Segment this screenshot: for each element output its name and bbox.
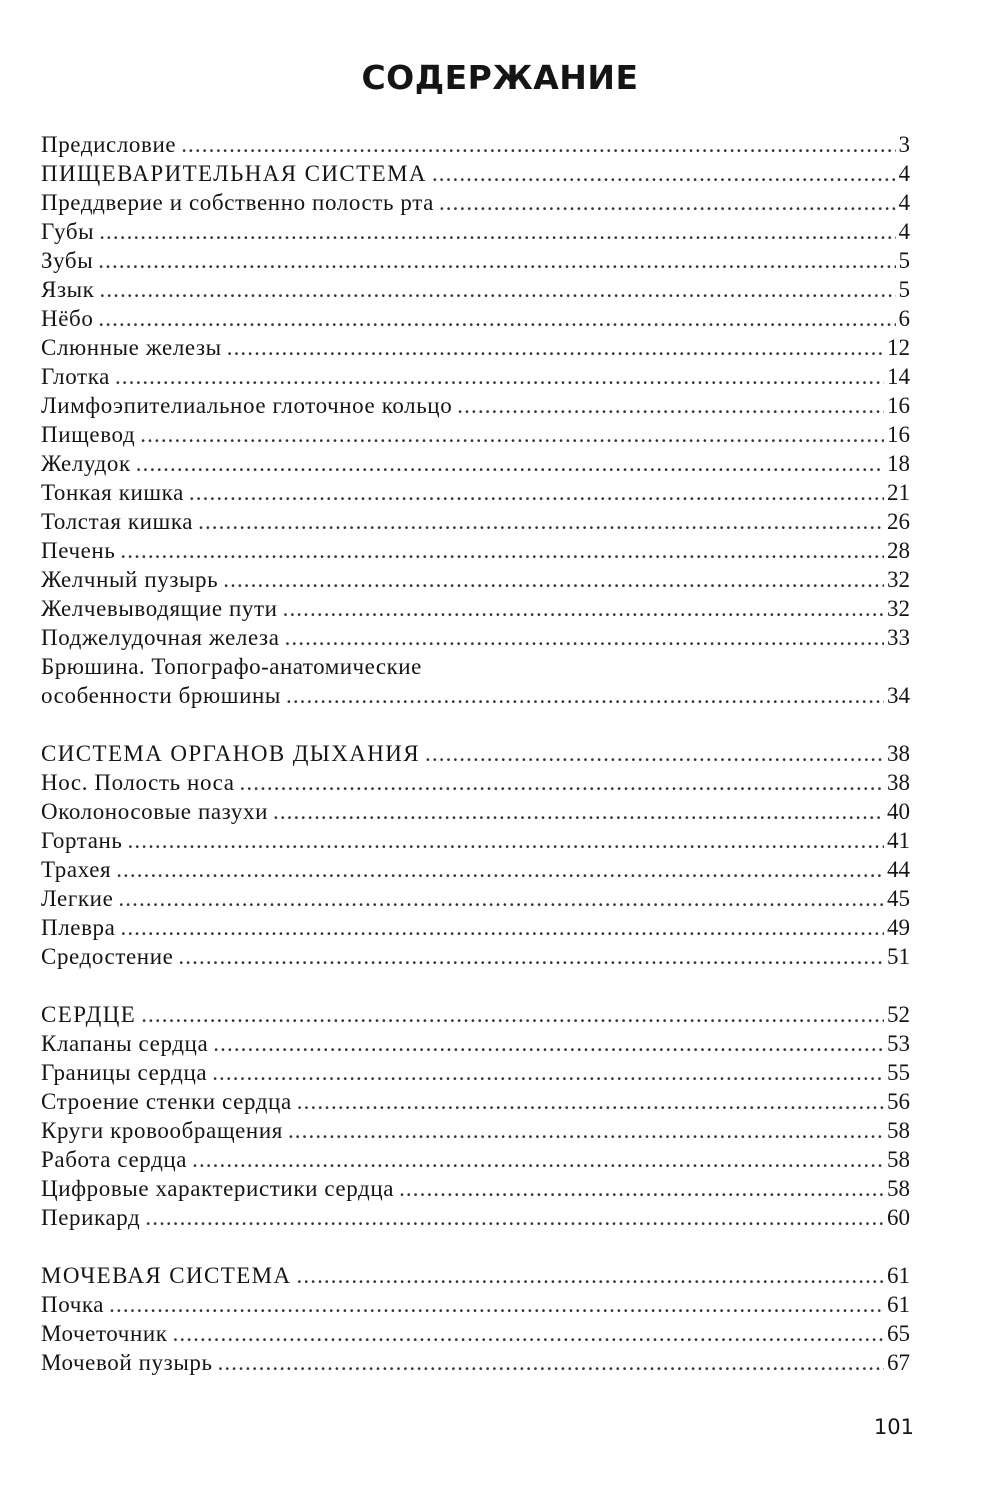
toc-dot-leader (432, 159, 896, 188)
toc-entry[interactable] (41, 1290, 910, 1319)
toc-entry-title: Желчный пузырь (41, 567, 219, 592)
toc-entry[interactable] (41, 942, 910, 971)
toc-entry-page: 16 (887, 393, 910, 418)
toc-entry[interactable] (41, 1145, 910, 1174)
toc-entry-page: 49 (887, 915, 910, 940)
toc-dot-leader (240, 768, 884, 797)
toc-entry[interactable] (41, 217, 910, 246)
toc-entry[interactable] (41, 1058, 910, 1087)
page-title: СОДЕРЖАНИЕ (361, 58, 639, 97)
toc-entry-title: Глотка (41, 364, 110, 389)
toc-section-heading[interactable] (41, 159, 910, 188)
toc-entry-page: 5 (898, 248, 910, 273)
toc-entry-title: СЕРДЦЕ (41, 1002, 137, 1027)
toc-dot-leader (178, 942, 884, 971)
table-of-contents (41, 130, 910, 1377)
toc-entry-page: 21 (887, 480, 910, 505)
toc-entry-title: Пищевод (41, 422, 136, 447)
toc-entry[interactable] (41, 594, 910, 623)
toc-entry[interactable] (41, 362, 910, 391)
toc-entry-page: 32 (887, 596, 910, 621)
toc-dot-leader (120, 913, 884, 942)
toc-entry-page: 41 (887, 828, 910, 853)
toc-entry-page: 58 (887, 1147, 910, 1172)
toc-entry-title: Работа сердца (41, 1147, 188, 1172)
toc-entry-page: 38 (887, 741, 910, 766)
toc-dot-leader (99, 217, 895, 246)
toc-dot-leader (128, 826, 884, 855)
toc-dot-leader (223, 565, 884, 594)
toc-entry[interactable] (41, 246, 910, 275)
toc-entry[interactable] (41, 333, 910, 362)
toc-entry-page: 18 (887, 451, 910, 476)
toc-entry-page: 61 (887, 1263, 910, 1288)
toc-dot-leader (189, 478, 884, 507)
toc-entry-title: Тонкая кишка (41, 480, 184, 505)
toc-entry-title: Слюнные железы (41, 335, 222, 360)
toc-entry[interactable] (41, 420, 910, 449)
toc-entry[interactable] (41, 1087, 910, 1116)
toc-entry-title: Границы сердца (41, 1060, 208, 1085)
toc-entry[interactable] (41, 1029, 910, 1058)
toc-section-heading[interactable] (41, 1261, 910, 1290)
toc-entry-page: 45 (887, 886, 910, 911)
toc-entry-page: 40 (887, 799, 910, 824)
toc-entry[interactable] (41, 536, 910, 565)
toc-section-heading[interactable] (41, 1000, 910, 1029)
toc-entry-title: ПИЩЕВАРИТЕЛЬНАЯ СИСТЕМА (41, 161, 427, 186)
toc-entry-title: Толстая кишка (41, 509, 194, 534)
toc-entry-page: 6 (898, 306, 910, 331)
toc-dot-leader (181, 130, 895, 159)
toc-entry-page: 33 (887, 625, 910, 650)
toc-dot-leader (141, 1000, 884, 1029)
toc-entry-page: 55 (887, 1060, 910, 1085)
toc-entry-title: Плевра (41, 915, 116, 940)
toc-entry-title: Трахея (41, 857, 112, 882)
toc-entry[interactable] (41, 1348, 910, 1377)
toc-entry-page: 4 (898, 190, 910, 215)
toc-entry-page: 16 (887, 422, 910, 447)
toc-entry-page: 53 (887, 1031, 910, 1056)
toc-entry-title: Желудок (41, 451, 131, 476)
toc-entry-title: Поджелудочная железа (41, 625, 280, 650)
toc-entry-page: 60 (887, 1205, 910, 1230)
toc-dot-leader (297, 1087, 884, 1116)
toc-dot-leader (425, 739, 884, 768)
toc-entry-wrapped-line[interactable] (41, 652, 910, 681)
toc-dot-leader (273, 797, 884, 826)
toc-dot-leader (140, 420, 884, 449)
toc-dot-leader (118, 884, 884, 913)
toc-entry[interactable] (41, 884, 910, 913)
toc-section-heading[interactable] (41, 739, 910, 768)
toc-entry-title: Легкие (41, 886, 114, 911)
toc-dot-leader (99, 275, 895, 304)
toc-entry-title: Губы (41, 219, 95, 244)
toc-entry-page: 58 (887, 1176, 910, 1201)
toc-dot-leader (98, 246, 895, 275)
toc-entry-title: Печень (41, 538, 116, 563)
toc-entry-title: Мочеточник (41, 1321, 168, 1346)
toc-dot-leader (457, 391, 884, 420)
toc-dot-leader (297, 1261, 884, 1290)
toc-entry[interactable] (41, 826, 910, 855)
toc-entry-title: Круги кровообращения (41, 1118, 283, 1143)
toc-entry-title: особенности брюшины (41, 683, 281, 708)
toc-entry[interactable] (41, 507, 910, 536)
toc-dot-leader (145, 1203, 884, 1232)
toc-dot-leader (116, 855, 884, 884)
toc-entry-title: Строение стенки сердца (41, 1089, 292, 1114)
toc-entry-page: 28 (887, 538, 910, 563)
toc-dot-leader (115, 362, 884, 391)
toc-dot-leader (399, 1174, 884, 1203)
toc-dot-leader (136, 449, 884, 478)
toc-entry-title: Нёбо (41, 306, 94, 331)
toc-entry-title: Зубы (41, 248, 94, 273)
toc-entry-title: СИСТЕМА ОРГАНОВ ДЫХАНИЯ (41, 741, 421, 766)
toc-entry-page: 61 (887, 1292, 910, 1317)
toc-entry-title: Почка (41, 1292, 105, 1317)
toc-entry[interactable] (41, 855, 910, 884)
toc-entry-title: Лимфоэпителиальное глоточное кольцо (41, 393, 453, 418)
toc-entry[interactable] (41, 623, 910, 652)
toc-entry-title: Мочевой пузырь (41, 1350, 213, 1375)
toc-entry-page: 38 (887, 770, 910, 795)
page-number: 101 (873, 1415, 914, 1439)
toc-dot-leader (288, 1116, 884, 1145)
toc-dot-leader (285, 623, 884, 652)
toc-entry-page: 34 (887, 683, 910, 708)
toc-dot-leader (286, 681, 884, 710)
toc-entry-page: 12 (887, 335, 910, 360)
toc-entry[interactable] (41, 565, 910, 594)
toc-entry-page: 44 (887, 857, 910, 882)
toc-dot-leader (98, 304, 895, 333)
toc-dot-leader (120, 536, 884, 565)
toc-entry[interactable] (41, 130, 910, 159)
toc-entry-title: Цифровые характеристики сердца (41, 1176, 395, 1201)
toc-dot-leader (213, 1029, 884, 1058)
toc-entry[interactable] (41, 391, 910, 420)
toc-entry-title: Желчевыводящие пути (41, 596, 278, 621)
toc-dot-leader (218, 1348, 884, 1377)
toc-entry-title: Язык (41, 277, 95, 302)
toc-entry-title: МОЧЕВАЯ СИСТЕМА (41, 1263, 292, 1288)
toc-entry-title: Предисловие (41, 132, 177, 157)
toc-entry-title: Клапаны сердца (41, 1031, 209, 1056)
toc-entry-page: 51 (887, 944, 910, 969)
toc-entry[interactable] (41, 1319, 910, 1348)
toc-entry-page: 5 (898, 277, 910, 302)
toc-entry-page: 3 (898, 132, 910, 157)
toc-entry-page: 52 (887, 1002, 910, 1027)
toc-dot-leader (439, 188, 896, 217)
toc-dot-leader (227, 333, 884, 362)
toc-entry[interactable] (41, 681, 910, 710)
toc-entry[interactable] (41, 188, 910, 217)
toc-dot-leader (192, 1145, 884, 1174)
toc-entry-page: 56 (887, 1089, 910, 1114)
toc-entry-page: 58 (887, 1118, 910, 1143)
toc-entry-page: 32 (887, 567, 910, 592)
toc-entry-page: 26 (887, 509, 910, 534)
toc-entry[interactable] (41, 913, 910, 942)
toc-entry[interactable] (41, 1174, 910, 1203)
toc-entry-page: 14 (887, 364, 910, 389)
toc-entry-title: Средостение (41, 944, 174, 969)
toc-dot-leader (173, 1319, 884, 1348)
toc-dot-leader (198, 507, 884, 536)
toc-entry[interactable] (41, 478, 910, 507)
toc-entry[interactable] (41, 449, 910, 478)
toc-entry[interactable] (41, 797, 910, 826)
toc-entry-page: 4 (898, 161, 910, 186)
toc-entry-title: Гортань (41, 828, 123, 853)
toc-dot-leader (283, 594, 884, 623)
toc-entry-page: 65 (887, 1321, 910, 1346)
toc-entry-page: 4 (898, 219, 910, 244)
toc-entry[interactable] (41, 768, 910, 797)
toc-dot-leader (212, 1058, 884, 1087)
toc-entry-title: Перикард (41, 1205, 141, 1230)
toc-entry-title: Нос. Полость носа (41, 770, 235, 795)
toc-entry-title: Преддверие и собственно полость рта (41, 190, 434, 215)
toc-dot-leader (109, 1290, 884, 1319)
toc-entry-title: Брюшина. Топографо-анатомические (41, 654, 422, 679)
toc-entry-page: 67 (887, 1350, 910, 1375)
toc-entry[interactable] (41, 1116, 910, 1145)
toc-entry[interactable] (41, 275, 910, 304)
toc-entry[interactable] (41, 1203, 910, 1232)
toc-entry[interactable] (41, 304, 910, 333)
toc-entry-title: Околоносовые пазухи (41, 799, 268, 824)
